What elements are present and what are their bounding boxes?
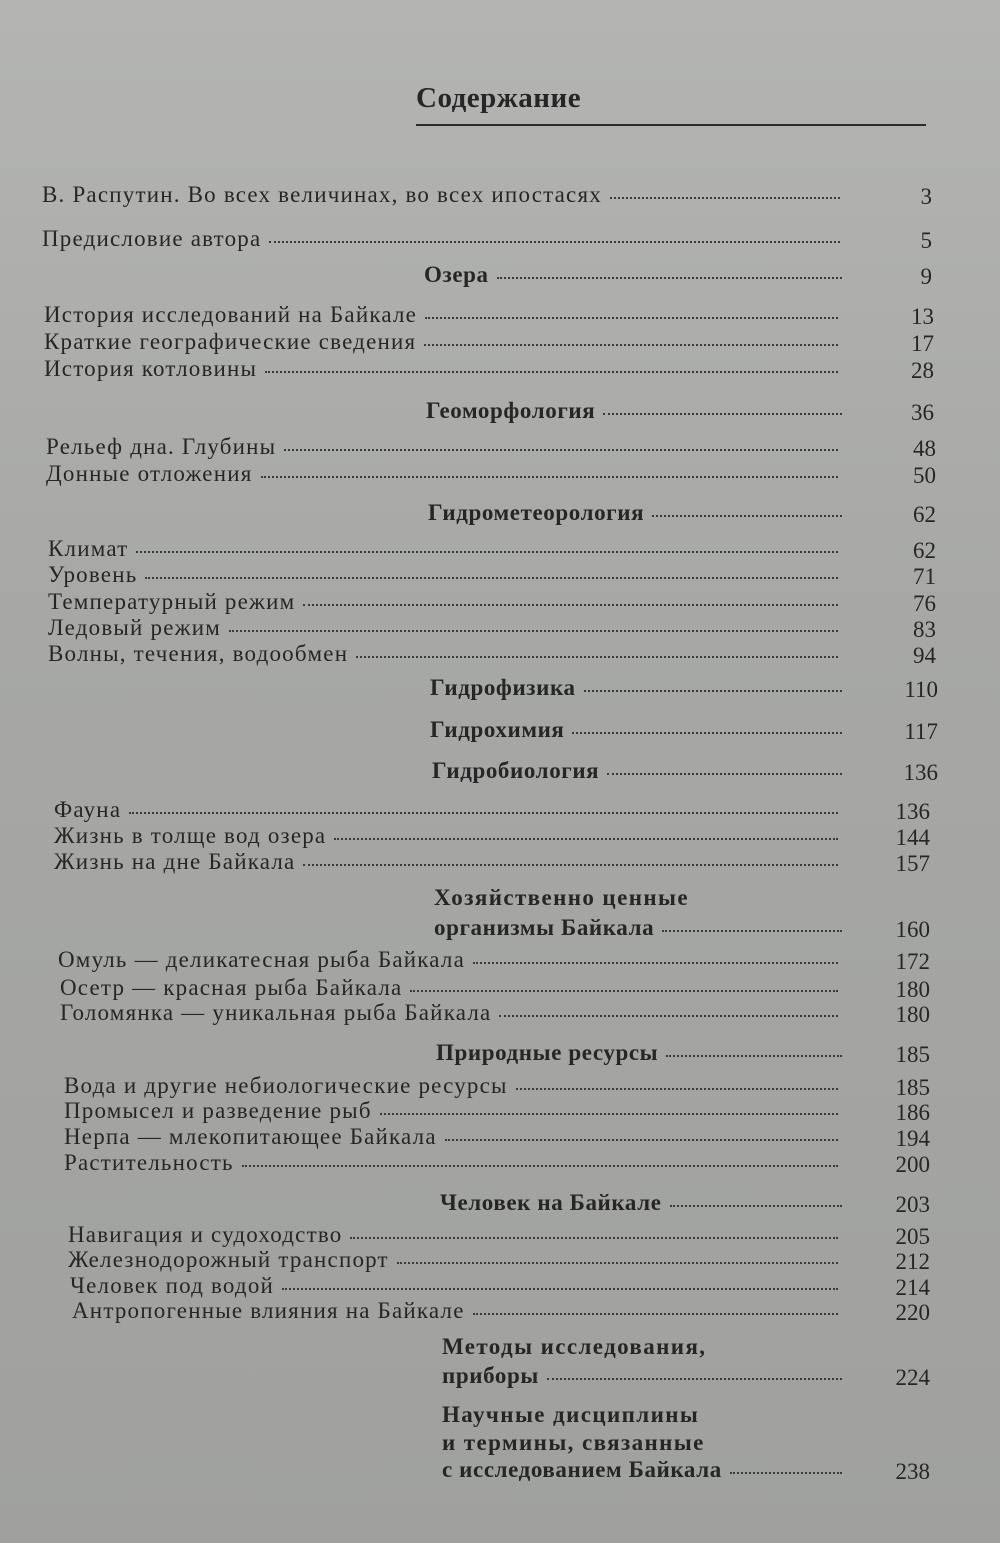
page-number: 172 — [895, 949, 930, 974]
page-title: Содержание — [416, 82, 582, 114]
dot-leader — [499, 1015, 838, 1017]
toc-entry-row — [48, 562, 840, 592]
toc-section-title: Гидрофизика — [430, 675, 576, 700]
section-heading-line: Хозяйственно ценные — [434, 885, 689, 910]
dot-leader — [652, 515, 842, 517]
page-number: 28 — [911, 358, 934, 383]
toc-section-row — [428, 500, 844, 530]
toc-entry-title: Осетр — красная рыба Байкала — [60, 975, 403, 1000]
page-number: 136 — [895, 799, 930, 824]
toc-section-title: Человек на Байкале — [440, 1190, 662, 1215]
toc-entry-row — [60, 1000, 840, 1030]
toc-entry-title: Растительность — [64, 1150, 234, 1175]
dot-leader — [670, 1205, 842, 1207]
dot-leader — [473, 1313, 838, 1315]
page-number: 110 — [904, 677, 938, 702]
toc-entry-row — [48, 641, 840, 671]
page-number: 62 — [913, 502, 936, 527]
toc-entry-title: Голомянка — уникальная рыба Байкала — [60, 1000, 492, 1025]
section-heading-line: и термины, связанные — [442, 1430, 705, 1455]
toc-entry-title: История котловины — [44, 356, 258, 381]
toc-entry-title: Предисловие автора — [42, 226, 262, 251]
toc-entry-title: Ледовый режим — [48, 615, 221, 640]
page-number: 220 — [895, 1300, 930, 1325]
dot-leader — [425, 317, 838, 319]
toc-entry-title: Железнодорожный транспорт — [68, 1247, 389, 1272]
toc-entry-title: Человек под водой — [70, 1273, 275, 1298]
page-number: 62 — [913, 538, 936, 563]
toc-entry-title: Жизнь в толще вод озера — [54, 823, 327, 848]
dot-leader — [497, 277, 842, 279]
toc-entry-row — [64, 1150, 840, 1180]
toc-section-title: Природные ресурсы — [436, 1040, 659, 1065]
page-number: 180 — [895, 977, 930, 1002]
toc-section-row — [430, 717, 844, 747]
toc-entry-row — [54, 849, 840, 879]
page-number: 212 — [895, 1249, 930, 1274]
page-number: 17 — [911, 331, 934, 356]
toc-section-title: Гидрохимия — [430, 717, 565, 742]
toc-entry-title: Краткие географические сведения — [44, 329, 417, 354]
dot-leader — [607, 773, 842, 775]
toc-entry-title: Нерпа — млекопитающее Байкала — [64, 1124, 437, 1149]
dot-leader — [610, 197, 840, 199]
dot-leader — [662, 930, 842, 932]
page-number: 94 — [913, 643, 936, 668]
toc-entry-title: Жизнь на дне Байкала — [54, 849, 296, 874]
section-heading-line: Научные дисциплины — [442, 1402, 700, 1427]
toc-section-title: организмы Байкала — [434, 915, 655, 940]
toc-entry-title: Фауна — [54, 797, 122, 822]
page-number: 136 — [903, 760, 938, 785]
toc-entry-title: Донные отложения — [46, 461, 253, 486]
toc-section-row — [442, 1457, 844, 1487]
toc-entry-title: Температурный режим — [48, 589, 296, 614]
dot-leader — [424, 344, 838, 346]
dot-leader — [282, 1288, 838, 1290]
page-number: 83 — [913, 617, 936, 642]
dot-leader — [129, 812, 838, 814]
dot-leader — [356, 656, 838, 658]
page-number: 200 — [895, 1152, 930, 1177]
page-number: 9 — [920, 264, 932, 289]
toc-entry-title: В. Распутин. Во всех величинах, во всех ипостасях — [42, 182, 602, 207]
page-number: 180 — [895, 1002, 930, 1027]
dot-leader — [136, 551, 838, 553]
toc-entry-title: Промысел и разведение рыб — [64, 1098, 372, 1123]
page-number: 160 — [895, 917, 930, 942]
dot-leader — [303, 604, 838, 606]
toc-entry-row — [46, 461, 840, 491]
page-number: 203 — [895, 1192, 930, 1217]
toc-entry-row — [42, 226, 842, 256]
page-number: 205 — [895, 1224, 930, 1249]
toc-section-title: Гидробиология — [432, 758, 600, 783]
dot-leader — [334, 838, 838, 840]
page-number: 13 — [911, 304, 934, 329]
toc-entry-title: Рельеф дна. Глубины — [46, 434, 277, 459]
toc-section-row — [430, 675, 844, 705]
page-number: 50 — [913, 463, 936, 488]
toc-entry-row — [44, 329, 840, 359]
page-number: 71 — [913, 564, 936, 589]
page-number: 185 — [895, 1075, 930, 1100]
dot-leader — [145, 577, 838, 579]
page-number: 144 — [895, 825, 930, 850]
toc-section-title: приборы — [442, 1363, 539, 1388]
dot-leader — [269, 241, 840, 243]
toc-entry-title: История исследований на Байкале — [44, 302, 418, 327]
toc-entry-row — [72, 1298, 840, 1328]
toc-entry-row — [58, 947, 840, 977]
toc-section-row — [436, 1040, 844, 1070]
page-number: 117 — [904, 719, 938, 744]
toc-section-row — [440, 1190, 844, 1220]
toc-section-title: Озера — [424, 262, 489, 287]
dot-leader — [242, 1165, 838, 1167]
section-heading-line: Методы исследования, — [442, 1334, 707, 1359]
toc-section-row — [442, 1363, 844, 1393]
toc-section-row — [432, 758, 844, 788]
page-number: 238 — [895, 1459, 930, 1484]
dot-leader — [229, 630, 838, 632]
dot-leader — [261, 476, 839, 478]
toc-section-title: Геоморфология — [426, 398, 596, 423]
toc-entry-row — [46, 434, 840, 464]
dot-leader — [584, 690, 842, 692]
dot-leader — [350, 1237, 838, 1239]
dot-leader — [380, 1113, 838, 1115]
toc-entry-title: Волны, течения, водообмен — [48, 641, 349, 666]
dot-leader — [572, 732, 842, 734]
toc-section-title: с исследованием Байкала — [442, 1457, 722, 1482]
toc-entry-title: Навигация и судоходство — [68, 1222, 343, 1247]
page-number: 224 — [895, 1365, 930, 1390]
toc-entry-row — [44, 356, 840, 386]
dot-leader — [603, 413, 842, 415]
dot-leader — [397, 1262, 838, 1264]
toc-entry-title: Омуль — деликатесная рыба Байкала — [58, 947, 466, 972]
dot-leader — [445, 1139, 838, 1141]
dot-leader — [303, 864, 838, 866]
page-number: 3 — [920, 184, 932, 209]
toc-section-row — [424, 262, 844, 292]
toc-section-title: Гидрометеорология — [428, 500, 645, 525]
page-number: 185 — [895, 1042, 930, 1067]
toc-section-row — [434, 915, 844, 945]
page-number: 48 — [913, 436, 936, 461]
dot-leader — [666, 1055, 842, 1057]
dot-leader — [410, 990, 838, 992]
page-number: 194 — [895, 1126, 930, 1151]
dot-leader — [730, 1472, 842, 1474]
dot-leader — [547, 1378, 842, 1380]
page-number: 76 — [913, 591, 936, 616]
page-number: 186 — [895, 1100, 930, 1125]
toc-entry-row — [44, 302, 840, 332]
page-number: 5 — [920, 228, 932, 253]
toc-section-row — [426, 398, 844, 428]
toc-entry-row — [42, 182, 842, 212]
page-number: 214 — [895, 1275, 930, 1300]
page-number: 157 — [895, 851, 930, 876]
dot-leader — [473, 962, 838, 964]
toc-entry-title: Вода и другие небиологические ресурсы — [64, 1073, 508, 1098]
toc-entry-title: Антропогенные влияния на Байкале — [72, 1298, 465, 1323]
page-number: 36 — [911, 400, 934, 425]
dot-leader — [516, 1088, 838, 1090]
dot-leader — [284, 449, 838, 451]
dot-leader — [265, 371, 838, 373]
toc-entry-title: Уровень — [48, 562, 138, 587]
toc-entry-title: Климат — [48, 536, 129, 561]
